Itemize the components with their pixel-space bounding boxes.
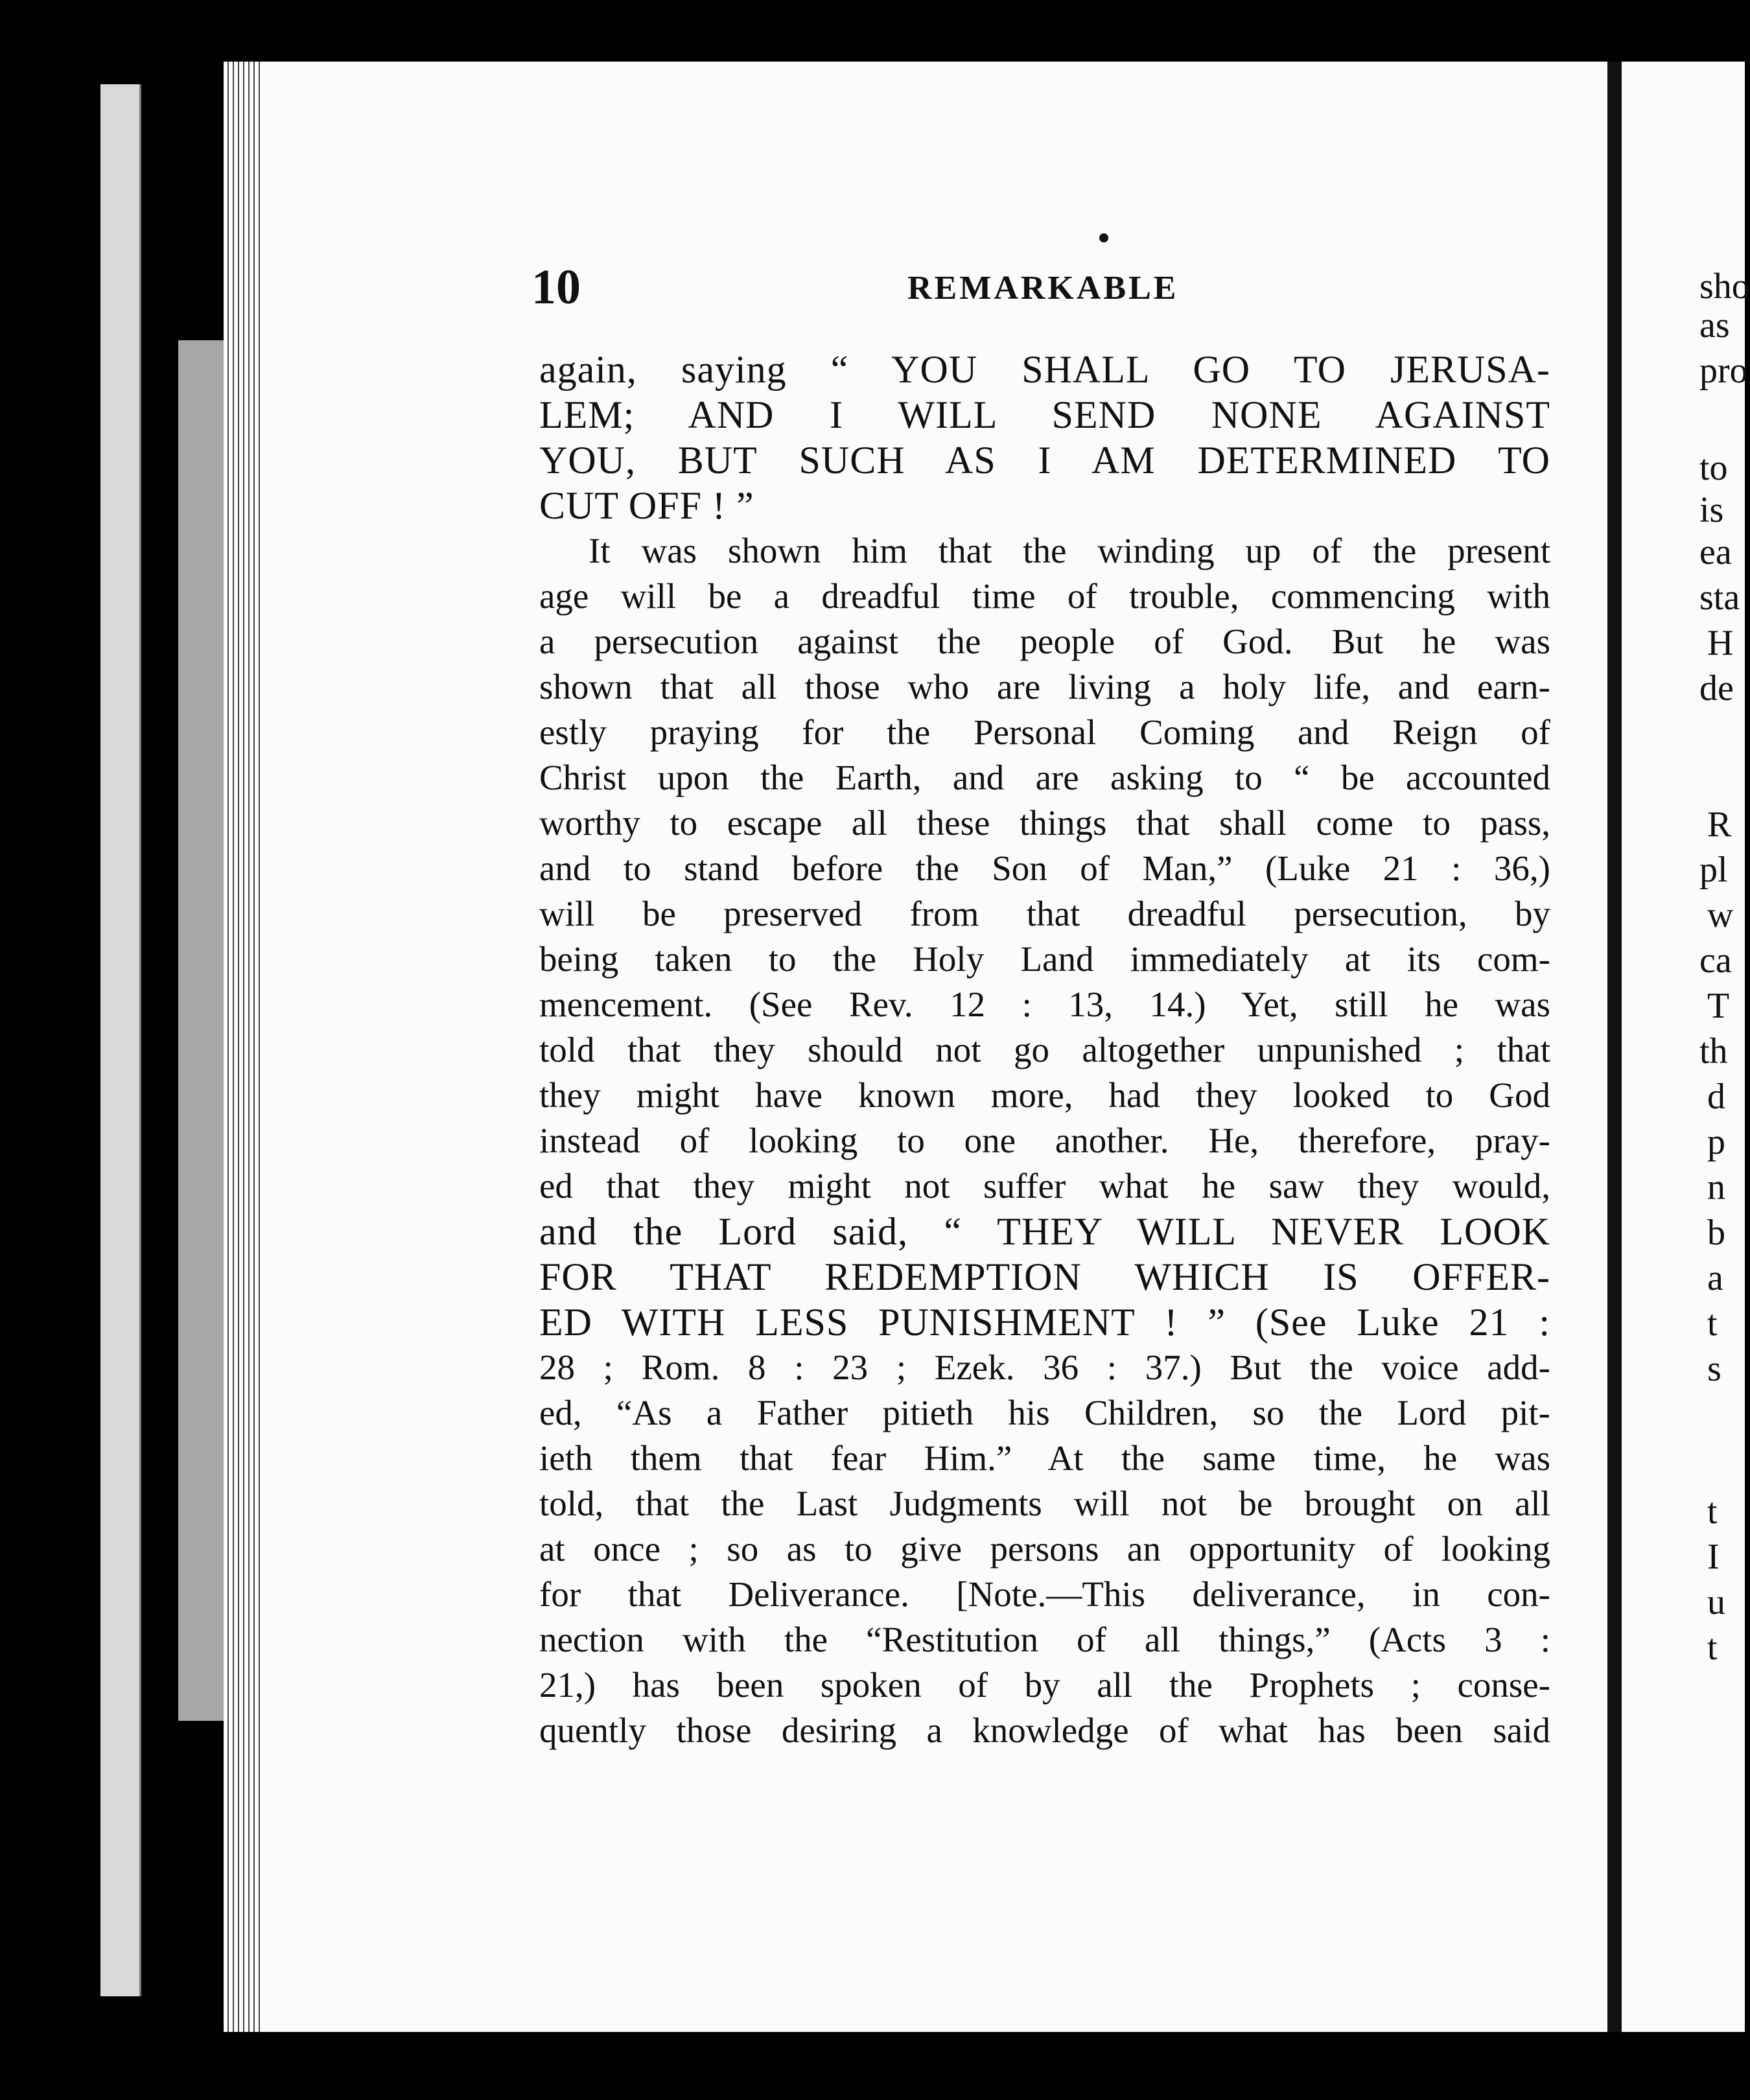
book-left-edge <box>100 84 141 1996</box>
text-line: ed that they might not suffer what he saw they would, <box>539 1166 1550 1206</box>
facing-page-fragment: is <box>1699 490 1724 530</box>
facing-page-fragment: ca <box>1699 940 1732 981</box>
text-line: being taken to the Holy Land immediately at its com- <box>539 939 1550 979</box>
text-line: and to stand before the Son of Man,” (Luke 21 : 36,) <box>539 848 1550 888</box>
facing-page <box>1622 62 1750 2032</box>
facing-page-fragment: t <box>1707 1628 1718 1668</box>
text-line: told, that the Last Judgments will not be brought on all <box>539 1484 1550 1523</box>
text-line: shown that all those who are living a holy life, and earn- <box>539 667 1550 706</box>
text-line: 21,) has been spoken of by all the Prophets ; conse- <box>539 1665 1550 1705</box>
facing-page-fragment: u <box>1707 1582 1725 1622</box>
text-line: FOR THAT REDEMPTION WHICH IS OFFER- <box>539 1255 1550 1298</box>
text-line: for that Deliverance. [Note.—This deliverance, in con- <box>539 1574 1550 1614</box>
text-line: age will be a dreadful time of trouble, commencing with <box>539 576 1550 616</box>
facing-page-fragment: I <box>1707 1537 1720 1577</box>
ink-spot <box>1099 233 1108 242</box>
text-line: Christ upon the Earth, and are asking to “ be accounted <box>539 758 1550 797</box>
book-gutter <box>1607 62 1622 2032</box>
text-line: ed, “As a Father pitieth his Children, so the Lord pit- <box>539 1393 1550 1432</box>
text-line: worthy to escape all these things that shall come to pass, <box>539 803 1550 843</box>
text-line: a persecution against the people of God. But he was <box>539 622 1550 661</box>
text-line: estly praying for the Personal Coming and Reign of <box>539 712 1550 752</box>
facing-page-fragment: t <box>1707 1491 1718 1532</box>
text-line: will be preserved from that dreadful persecution, by <box>539 894 1550 933</box>
text-line: they might have known more, had they looked to God <box>539 1075 1550 1115</box>
page-number: 10 <box>531 260 581 314</box>
facing-page-fragment: sta <box>1699 578 1740 618</box>
facing-page-fragment: w <box>1707 895 1734 935</box>
facing-page-fragment: d <box>1707 1077 1725 1117</box>
facing-page-fragment: n <box>1707 1167 1725 1208</box>
facing-page-fragment: to <box>1699 448 1728 488</box>
facing-page-fragment: sho <box>1699 266 1750 307</box>
page-shadow-strip <box>178 340 224 1721</box>
text-line: and the Lord said, “ THEY WILL NEVER LOOK <box>539 1210 1550 1253</box>
facing-page-fragment: ea <box>1699 532 1732 572</box>
text-line: at once ; so as to give persons an opportunity of looking <box>539 1529 1550 1569</box>
text-line: 28 ; Rom. 8 : 23 ; Ezek. 36 : 37.) But the voice add- <box>539 1348 1550 1387</box>
text-line: ED WITH LESS PUNISHMENT ! ” (See Luke 21 : <box>539 1301 1550 1344</box>
facing-page-fragment: a <box>1707 1258 1723 1298</box>
facing-page-fragment: t <box>1707 1303 1718 1344</box>
text-line: ieth them that fear Him.” At the same time, he was <box>539 1438 1550 1478</box>
page-stack-edge <box>224 62 262 2032</box>
facing-page-fragment: pl <box>1699 850 1728 890</box>
facing-page-fragment: s <box>1707 1349 1721 1389</box>
facing-page-fragment: pro <box>1699 351 1748 391</box>
facing-page-fragment: de <box>1699 668 1734 708</box>
facing-page-fragment: as <box>1699 305 1730 345</box>
page-body-text <box>539 347 1550 1753</box>
running-title: REMARKABLE <box>907 270 1179 307</box>
text-line: LEM; AND I WILL SEND NONE AGAINST <box>539 393 1550 436</box>
text-line: told that they should not go altogether unpunished ; that <box>539 1030 1550 1069</box>
facing-page-fragment: b <box>1707 1213 1725 1253</box>
text-line: instead of looking to one another. He, therefore, pray- <box>539 1121 1550 1160</box>
text-line: CUT OFF ! ” <box>539 484 754 527</box>
text-line: again, saying “ YOU SHALL GO TO JERUSA- <box>539 348 1550 391</box>
facing-page-fragment: T <box>1707 986 1730 1026</box>
text-line: It was shown him that the winding up of the present <box>589 531 1550 570</box>
text-line: YOU, BUT SUCH AS I AM DETERMINED TO <box>539 439 1550 482</box>
facing-page-fragment: p <box>1707 1122 1725 1162</box>
text-line: mencement. (See Rev. 12 : 13, 14.) Yet, still he was <box>539 985 1550 1024</box>
text-line: quently those desiring a knowledge of what has been said <box>539 1710 1550 1750</box>
facing-page-fragment: H <box>1707 623 1734 663</box>
facing-page-fragment: th <box>1699 1031 1728 1071</box>
text-line: nection with the “Restitution of all things,” (Acts 3 : <box>539 1620 1550 1659</box>
facing-page-fragment: R <box>1707 804 1732 845</box>
